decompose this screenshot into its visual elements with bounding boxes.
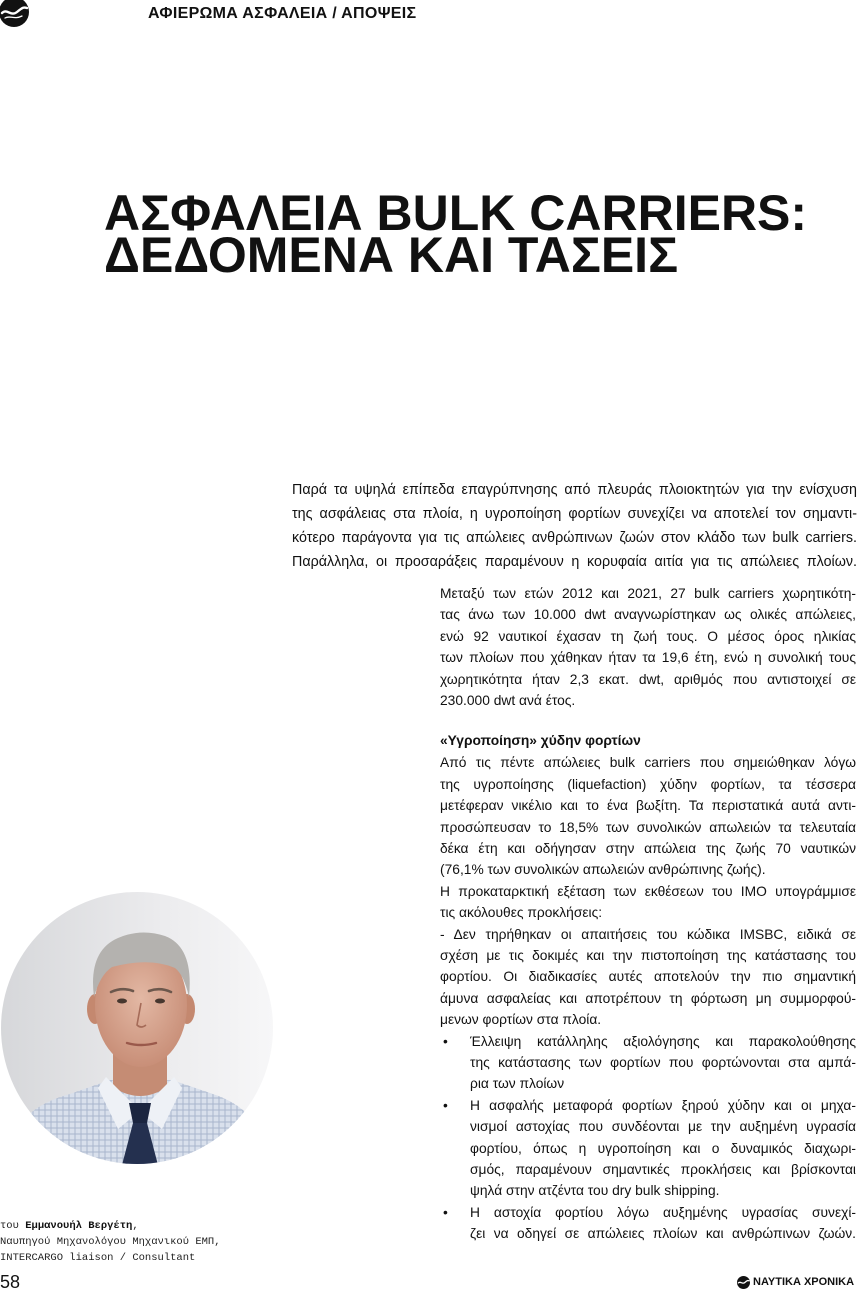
author-photo xyxy=(0,891,274,1165)
bullet-line: Η ασφαλής μεταφορά φορτίων ξηρού χύδην και οι μηχα- xyxy=(470,1097,856,1113)
article-title xyxy=(104,185,808,283)
author-byline xyxy=(0,1218,221,1234)
body-line: φορτίου. Οι διαδικασίες αυτές αποτελούν την πιο σημαντική xyxy=(440,969,856,985)
lead-paragraph xyxy=(292,478,857,574)
body-line: σχέση με τις δοκιμές και την πιστοποίηση της κατάστασης του xyxy=(440,947,856,963)
lead-line: Παράλληλα, οι προσαράξεις παραμένουν η κορυφαία αιτία για τις απώλειες πλοίων. xyxy=(292,554,857,570)
body-line: των πλοίων που χάθηκαν ήταν τα 19,6 έτη, ενώ η συνολική τους xyxy=(440,650,856,666)
body-line: ενώ 92 ναυτικοί έχασαν τη ζωή τους. Ο μέσος όρος ηλικίας xyxy=(440,628,856,644)
wave-logo-icon xyxy=(0,0,29,27)
body-line: Η προκαταρκτική εξέταση των εκθέσεων του IMO υπογράμμισε xyxy=(440,883,856,899)
bullet-line: ζει να οδηγεί σε απώλειες πλοίων και ανθρώπινων ζωών. xyxy=(470,1226,856,1242)
body-line: μενων φορτίων στα πλοία. xyxy=(440,1012,602,1028)
portrait-eye-left xyxy=(117,999,127,1004)
bullet-item xyxy=(440,1031,856,1095)
bullet-line: σμός, παραμένουν σημαντικές προκλήσεις και βρίσκονται xyxy=(470,1162,856,1178)
body-line: δέκα έτη και οδήγησαν στην απώλεια της ζωής 70 ναυτικών xyxy=(440,840,856,856)
wave-logo-icon xyxy=(737,1276,750,1289)
liquefaction-section xyxy=(440,752,856,1244)
body-line: - Δεν τηρήθηκαν οι απαιτήσεις του κώδικα IMSBC, ειδικά σε xyxy=(440,926,856,942)
body-line: χωρητικότητα ήταν 2,3 εκατ. dwt, αριθμός που αντιστοιχεί σε xyxy=(440,671,856,687)
body-line: άμυνα ασφαλείας και αποτρέπουν τη φόρτωση μη συμμορφού- xyxy=(440,990,856,1006)
author-affiliation: INTERCARGO liaison / Consultant xyxy=(0,1252,196,1264)
bullet-line: ρια των πλοίων xyxy=(470,1076,565,1092)
lead-line: κότερο παράγοντα για τις απώλειες ανθρώπινων ζωών στον κλάδο των bulk carriers. xyxy=(292,530,857,546)
author-caption xyxy=(0,1218,221,1266)
page-number: 58 xyxy=(0,1272,21,1291)
body-line: της υγροποίησης (liquefaction) χύδην φορτίων, τα τέσσερα xyxy=(440,776,856,792)
title-line: ΔΕΔΟΜΕΝΑ ΚΑΙ ΤΑΣΕΙΣ xyxy=(104,227,679,283)
body-line: Από τις πέντε απώλειες bulk carriers που σημειώθηκαν λόγω xyxy=(440,755,856,771)
byline-comma: , xyxy=(132,1220,139,1232)
bullet-line: Έλλειψη κατάλληλης αξιολόγησης και παρακολούθησης xyxy=(470,1033,856,1049)
imsbc-finding-paragraph xyxy=(440,924,856,1031)
body-line: τις ακόλουθες προκλήσεις: xyxy=(440,905,603,921)
section-label: ΑΦΙΕΡΩΜΑ ΑΣΦΑΛΕΙΑ / ΑΠΟΨΕΙΣ xyxy=(148,5,417,22)
bullet-line: φορτίου, όπως η υγροποίηση και ο δυναμικός διαχωρι- xyxy=(470,1140,856,1156)
bullet-icon: • xyxy=(443,1097,448,1113)
portrait-eye-right xyxy=(155,999,165,1004)
author-name: Εμμανουήλ Βεργέτη xyxy=(25,1220,133,1232)
bullet-line: ψηλά στην ατζέντα του dry bulk shipping. xyxy=(470,1183,720,1199)
bullet-icon: • xyxy=(443,1204,448,1220)
publication-name: ΝΑΥΤΙΚΑ ΧΡΟΝΙΚΑ xyxy=(753,1276,855,1288)
bullet-item xyxy=(440,1095,856,1202)
bullet-line: νισμοί αστοχίας που συνδέονται με την αυξημένη υγρασία xyxy=(470,1119,856,1135)
author-title: Ναυπηγού Μηχανολόγου Μηχανικού ΕΜΠ, xyxy=(0,1236,221,1248)
bullet-line: της κατάστασης των φορτίων που φορτώνονται στα αμπά- xyxy=(470,1054,856,1070)
body-line: Μεταξύ των ετών 2012 και 2021, 27 bulk carriers χωρητικότη- xyxy=(440,586,856,601)
byline-prefix: του xyxy=(0,1220,19,1232)
portrait xyxy=(0,891,274,1165)
body-line: προσώπευσαν το 18,5% των συνολικών απωλειών τα τελευταία xyxy=(440,819,856,835)
section-subheading: «Υγροποίηση» χύδην φορτίων xyxy=(440,733,641,748)
lead-line: Παρά τα υψηλά επίπεδα επαγρύπνησης από πλευράς πλοιοκτητών για την ενίσχυση xyxy=(292,482,857,498)
body-line: μετέφεραν νικέλιο και το ένα βωξίτη. Τα περιστατικά αυτά αντι- xyxy=(440,798,856,814)
body-line: (76,1% των συνολικών απωλειών ανθρώπινης ζωής). xyxy=(440,862,766,878)
body-line: 230.000 dwt ανά έτος. xyxy=(440,693,576,709)
bullet-line: Η αστοχία φορτίου λόγω αυξημένης υγρασίας συνεχί- xyxy=(470,1204,856,1220)
lead-line: της ασφάλειας στα πλοία, η υγροποίηση φορτίων συνεχίζει να αποτελεί τον σημαντι- xyxy=(292,506,857,522)
bullet-icon: • xyxy=(443,1033,448,1049)
liquefaction-paragraph xyxy=(440,752,856,880)
findings-intro-paragraph xyxy=(440,881,856,924)
bullet-item xyxy=(440,1202,856,1245)
body-line: τας άνω των 10.000 dwt αναγνωρίστηκαν ως ολικές απώλειες, xyxy=(440,607,856,623)
losses-paragraph xyxy=(440,583,856,711)
title-line: ΑΣΦΑΛΕΙΑ BULK CARRIERS: xyxy=(104,185,808,241)
